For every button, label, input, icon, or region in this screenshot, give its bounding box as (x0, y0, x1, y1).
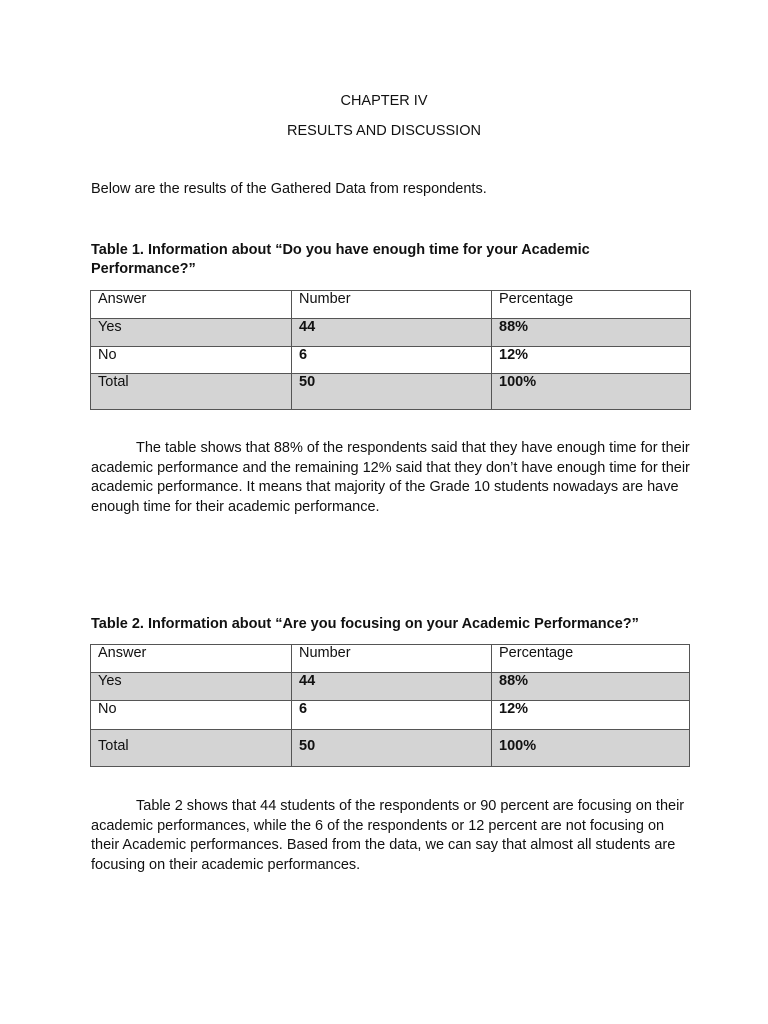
header-cell: Answer (91, 645, 292, 673)
table-cell: 100% (492, 730, 690, 767)
table-row (91, 673, 690, 701)
section-title: RESULTS AND DISCUSSION (287, 123, 481, 139)
table-cell: Yes (91, 319, 292, 347)
table-1-discussion: The table shows that 88% of the respondents said that they have enough time for their academic performance and the remaining 12% said that they don’t have enough time for their academic performance. It means that majority of the Grade 10 students nowadays are have enough time for their academic performance. (91, 440, 690, 515)
table-2-discussion: Table 2 shows that 44 students of the respondents or 90 percent are focusing on their academic performances, while the 6 of the respondents or 12 percent are not focusing on their Academic performances. Based from the data, we can say that almost all students are focusing on their academic performances. (91, 798, 685, 873)
intro-text: Below are the results of the Gathered Data from respondents. (91, 181, 487, 197)
table-cell: 100% (492, 374, 691, 410)
table-cell: Total (91, 730, 292, 767)
table-header-row (91, 291, 691, 319)
table-cell: 44 (292, 319, 492, 347)
table-cell: 12% (492, 701, 690, 730)
table-row (91, 730, 690, 767)
table-1 (90, 290, 691, 410)
table-row (91, 374, 691, 410)
header-cell: Number (292, 645, 492, 673)
table-cell: Total (91, 374, 292, 410)
header-cell: Percentage (492, 291, 691, 319)
table-cell: 6 (292, 701, 492, 730)
table-row (91, 319, 691, 347)
table-header-row (91, 645, 690, 673)
table-2 (90, 644, 690, 767)
table-cell: 50 (292, 374, 492, 410)
table-2-caption: Table 2. Information about “Are you focusing on your Academic Performance?” (91, 616, 639, 632)
table-row (91, 347, 691, 374)
table-1-caption: Table 1. Information about “Do you have enough time for your Academic Performance?” (91, 242, 590, 277)
table-cell: 50 (292, 730, 492, 767)
table-cell: 44 (292, 673, 492, 701)
table-cell: 88% (492, 673, 690, 701)
table-cell: No (91, 347, 292, 374)
table-cell: No (91, 701, 292, 730)
table-cell: 6 (292, 347, 492, 374)
table-cell: 12% (492, 347, 691, 374)
table-cell: Yes (91, 673, 292, 701)
table-cell: 88% (492, 319, 691, 347)
header-cell: Answer (91, 291, 292, 319)
header-cell: Number (292, 291, 492, 319)
header-cell: Percentage (492, 645, 690, 673)
chapter-heading: CHAPTER IV (340, 93, 428, 109)
table-row (91, 701, 690, 730)
